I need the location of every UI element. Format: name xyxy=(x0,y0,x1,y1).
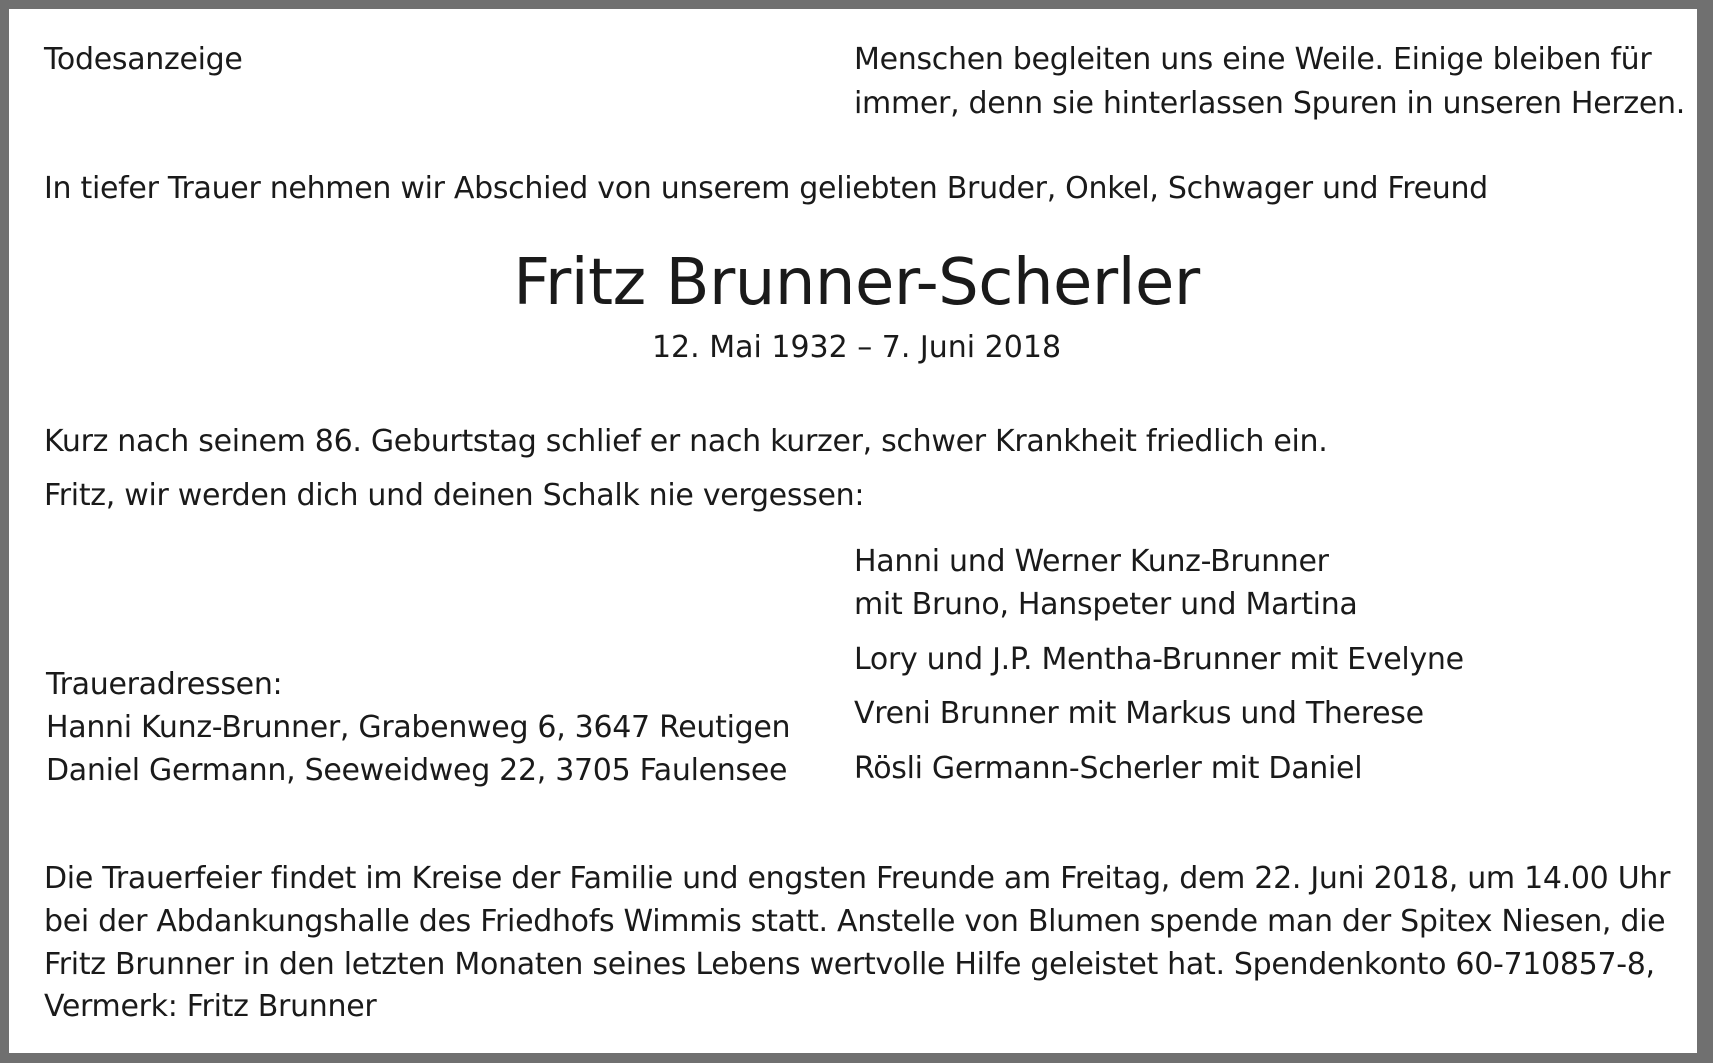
life-dates: 12. Mai 1932 – 7. Juni 2018 xyxy=(651,330,1062,365)
addresses-heading: Traueradressen: xyxy=(46,667,283,702)
mourner-line: Rösli Germann-Scherler mit Daniel xyxy=(854,751,1363,786)
funeral-line: Fritz Brunner in den letzten Monaten seines Lebens wertvolle Hilfe geleistet hat. Spendenkonto 60-710857-8, xyxy=(44,947,1655,982)
address-line: Daniel Germann, Seeweidweg 22, 3705 Faulensee xyxy=(46,753,788,788)
mourner-line: mit Bruno, Hanspeter und Martina xyxy=(854,587,1358,622)
funeral-line: Vermerk: Fritz Brunner xyxy=(44,989,377,1024)
notice-label: Todesanzeige xyxy=(44,42,243,77)
funeral-line: bei der Abdankungshalle des Friedhofs Wimmis statt. Anstelle von Blumen spende man der Spitex Niesen, die xyxy=(44,904,1666,939)
motto-line-2: immer, denn sie hinterlassen Spuren in unseren Herzen. xyxy=(854,86,1685,121)
deceased-name: Fritz Brunner-Scherler xyxy=(513,246,1200,320)
motto-line-1: Menschen begleiten uns eine Weile. Einige bleiben für xyxy=(854,42,1652,77)
intro-text: In tiefer Trauer nehmen wir Abschied von unserem geliebten Bruder, Onkel, Schwager und Freund xyxy=(44,171,1488,206)
funeral-line: Die Trauerfeier findet im Kreise der Familie und engsten Freunde am Freitag, dem 22. Juni 2018, um 14.00 Uhr xyxy=(44,861,1671,896)
mourner-line: Vreni Brunner mit Markus und Therese xyxy=(854,696,1424,731)
mourner-line: Lory und J.P. Mentha-Brunner mit Evelyne xyxy=(854,642,1464,677)
message-line-1: Kurz nach seinem 86. Geburtstag schlief er nach kurzer, schwer Krankheit friedlich ein. xyxy=(44,424,1328,459)
address-line: Hanni Kunz-Brunner, Grabenweg 6, 3647 Reutigen xyxy=(46,710,791,745)
mourner-line: Hanni und Werner Kunz-Brunner xyxy=(854,544,1329,579)
message-line-2: Fritz, wir werden dich und deinen Schalk nie vergessen: xyxy=(44,478,865,513)
